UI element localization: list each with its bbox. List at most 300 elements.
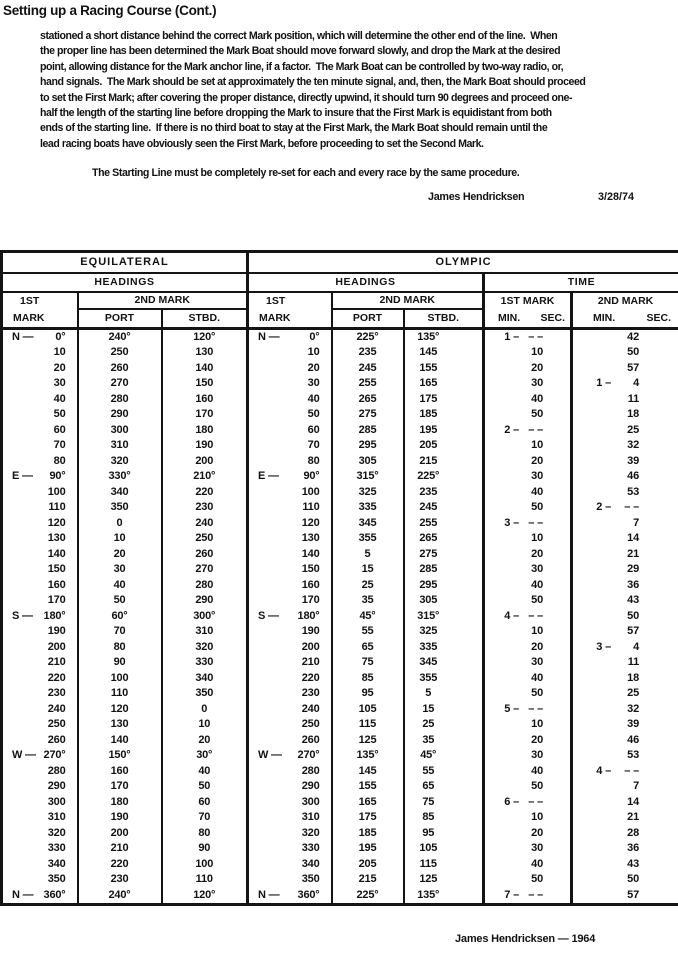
degrees-value: 60 [307, 423, 320, 436]
minutes-value [573, 345, 611, 361]
eq-port-cell: 190 [78, 810, 162, 826]
minutes-value [573, 578, 611, 594]
eq-stbd-cell: 40 [162, 764, 248, 780]
time-second-mark-cell [572, 779, 678, 795]
seconds-value: 50 [531, 594, 543, 606]
time-second-mark-cell [572, 407, 678, 423]
time-cell-content [485, 593, 570, 609]
mark-cell-content [3, 531, 77, 547]
col-header-eq-first-mark [2, 292, 78, 329]
degrees-value: 330 [47, 842, 66, 854]
seconds-value: 36 [627, 842, 639, 854]
time-cell-content [573, 826, 678, 842]
eq-stbd-cell: 290 [162, 593, 248, 609]
table-row [2, 562, 678, 578]
ol-port-cell: 85 [332, 671, 404, 687]
time-cell-content [573, 547, 678, 563]
eq-port-cell: 70 [78, 624, 162, 640]
col-header-second-mark: 2ND MARK [597, 294, 654, 307]
table-row [2, 841, 678, 857]
time-second-mark-cell [572, 531, 678, 547]
minutes-value [485, 345, 519, 361]
time-cell-content [573, 361, 678, 377]
minutes-value [573, 717, 611, 733]
mark-cell-content [3, 345, 77, 361]
eq-port-cell: 250 [78, 345, 162, 361]
mark-cell-content [3, 376, 77, 392]
mark-cell [2, 888, 78, 905]
seconds-value: 40 [531, 578, 543, 591]
degrees-value: 320 [47, 826, 66, 839]
seconds-value: 10 [531, 532, 543, 544]
minutes-value [485, 407, 519, 423]
mark-cell-content [3, 671, 77, 687]
time-cell-content [485, 826, 570, 842]
mark-cell [2, 764, 78, 780]
time-second-mark-cell [572, 578, 678, 594]
eq-stbd-cell: 100 [162, 857, 248, 873]
mark-cell-content [3, 407, 77, 423]
time-first-mark-cell [484, 376, 572, 392]
mark-cell-content [249, 624, 331, 640]
ol-port-cell: 95 [332, 686, 404, 702]
ol-port-cell: 75 [332, 655, 404, 671]
time-cell-content [573, 578, 678, 594]
seconds-value: 20 [531, 826, 543, 839]
mark-cell [248, 469, 332, 485]
col-header-port: PORT [332, 309, 404, 328]
degrees-value: 130 [301, 532, 320, 544]
mark-cell-content [249, 826, 331, 842]
time-cell-content [573, 764, 678, 780]
time-cell-content [485, 609, 570, 625]
eq-port-cell: 50 [78, 593, 162, 609]
mark-cell [2, 655, 78, 671]
time-cell-content [573, 857, 678, 873]
time-cell-content [485, 810, 570, 826]
minutes-value [485, 562, 519, 578]
table-row [2, 655, 678, 671]
mark-cell-content [3, 547, 77, 563]
mark-cell [2, 578, 78, 594]
minutes-value [573, 655, 611, 671]
eq-stbd-cell: 300° [162, 609, 248, 625]
mark-cell [2, 810, 78, 826]
degrees-value: 50 [53, 408, 66, 420]
degrees-value: 330 [301, 842, 320, 854]
degrees-value: 180° [297, 609, 320, 622]
time-cell-content [573, 500, 678, 516]
mark-cell-content [249, 717, 331, 733]
time-first-mark-cell [484, 655, 572, 671]
ol-stbd-cell: 105 [404, 841, 484, 857]
time-cell-content [573, 562, 678, 578]
time-cell-content [485, 655, 570, 671]
degrees-value: 60 [53, 423, 66, 436]
paragraph-line: hand signals. The Mark should be set at approximately the ten minute signal, and, then, the Mark Boat should proceed [40, 76, 586, 89]
minutes-value [485, 826, 519, 842]
seconds-value: 14 [627, 795, 639, 808]
mark-cell-content [249, 810, 331, 826]
time-cell-content [573, 624, 678, 640]
degrees-value: 140 [301, 547, 320, 560]
ol-port-cell: 275 [332, 407, 404, 423]
minutes-value [573, 841, 611, 857]
compass-letter: W — [258, 749, 282, 761]
mark-cell-content [249, 361, 331, 377]
subheader-time: TIME [484, 273, 678, 292]
mark-cell-content [3, 392, 77, 408]
table-row [2, 578, 678, 594]
seconds-value: 20 [531, 733, 543, 746]
seconds-value: 46 [627, 470, 639, 482]
eq-stbd-cell: 150 [162, 376, 248, 392]
ol-stbd-cell: 195 [404, 423, 484, 439]
mark-cell-content [249, 748, 331, 764]
degrees-value: 170 [301, 594, 320, 606]
mark-cell [248, 748, 332, 764]
eq-port-cell: 350 [78, 500, 162, 516]
mark-cell-content [3, 438, 77, 454]
mark-cell-content [249, 392, 331, 408]
mark-cell-content [3, 717, 77, 733]
minutes-value [573, 361, 611, 377]
mark-cell [248, 655, 332, 671]
paragraph-line: the proper line has been determined the Mark Boat should move forward slowly, and drop the Mark at the desired [40, 45, 561, 58]
time-cell-content [485, 872, 570, 888]
table-row [2, 454, 678, 470]
time-cell-content [485, 717, 570, 733]
mark-cell [248, 361, 332, 377]
col-header-ol-first-mark [248, 292, 332, 329]
ol-stbd-cell: 85 [404, 810, 484, 826]
starting-line-note: The Starting Line must be completely re-set for each and every race by the same procedure. [92, 167, 520, 179]
degrees-value: 310 [301, 811, 320, 823]
table-row [2, 516, 678, 532]
seconds-value: 20 [531, 454, 543, 467]
mark-cell [2, 748, 78, 764]
eq-port-cell: 330° [78, 469, 162, 485]
time-second-mark-cell [572, 764, 678, 780]
seconds-value: 32 [627, 702, 639, 715]
time-cell-content [573, 733, 678, 749]
table-row [2, 872, 678, 888]
eq-stbd-cell: 250 [162, 531, 248, 547]
seconds-value: 10 [531, 439, 543, 451]
eq-stbd-cell: 220 [162, 485, 248, 501]
time-first-mark-cell [484, 485, 572, 501]
ol-stbd-cell: 295 [404, 578, 484, 594]
mark-cell [248, 795, 332, 811]
ol-port-cell: 295 [332, 438, 404, 454]
eq-stbd-cell: 50 [162, 779, 248, 795]
degrees-value: 70 [53, 439, 66, 451]
seconds-value: 20 [531, 640, 543, 653]
eq-stbd-cell: 110 [162, 872, 248, 888]
mark-cell [2, 392, 78, 408]
time-first-mark-cell [484, 361, 572, 377]
degrees-value: 160 [301, 578, 320, 591]
minutes-value [573, 407, 611, 423]
time-cell-content [485, 624, 570, 640]
degrees-value: 260 [47, 733, 66, 746]
mark-cell [2, 547, 78, 563]
time-cell-content [485, 764, 570, 780]
eq-port-cell: 30 [78, 562, 162, 578]
mark-cell-content [249, 686, 331, 702]
mark-cell-content [249, 454, 331, 470]
eq-stbd-cell: 270 [162, 562, 248, 578]
degrees-value: 150 [301, 563, 320, 575]
ol-port-cell: 285 [332, 423, 404, 439]
degrees-value: 120 [47, 516, 66, 529]
ol-port-cell: 135° [332, 748, 404, 764]
ol-stbd-cell: 215 [404, 454, 484, 470]
mark-cell-content [249, 547, 331, 563]
seconds-value: 20 [531, 547, 543, 560]
table-row [2, 438, 678, 454]
time-first-mark-cell [484, 609, 572, 625]
mark-cell [2, 469, 78, 485]
mark-cell [248, 826, 332, 842]
time-first-mark-cell [484, 469, 572, 485]
compass-letter: N — [12, 888, 34, 901]
ol-port-cell: 45° [332, 609, 404, 625]
ol-port-cell: 215 [332, 872, 404, 888]
degrees-value: 240 [301, 702, 320, 715]
mark-cell [2, 841, 78, 857]
mark-cell-content [249, 469, 331, 485]
mark-cell-content [249, 500, 331, 516]
time-cell-content [573, 531, 678, 547]
mark-cell-content [3, 454, 77, 470]
ol-port-cell: 235 [332, 345, 404, 361]
minutes-value [573, 562, 611, 578]
col-header-min: MIN. [593, 311, 616, 324]
mark-cell-content [249, 733, 331, 749]
seconds-value: 21 [627, 811, 639, 823]
time-second-mark-cell [572, 810, 678, 826]
mark-cell-content [3, 857, 77, 873]
degrees-value: 360° [297, 888, 320, 901]
minutes-value [485, 485, 519, 501]
eq-stbd-cell: 190 [162, 438, 248, 454]
minutes-value [485, 469, 519, 485]
time-first-mark-cell [484, 500, 572, 516]
time-second-mark-cell [572, 438, 678, 454]
time-cell-content [485, 500, 570, 516]
eq-stbd-cell: 320 [162, 640, 248, 656]
eq-port-cell: 110 [78, 686, 162, 702]
mark-cell [2, 516, 78, 532]
minutes-value [485, 857, 519, 873]
ol-stbd-cell: 265 [404, 531, 484, 547]
table-row [2, 547, 678, 563]
eq-stbd-cell: 70 [162, 810, 248, 826]
degrees-value: 200 [301, 640, 320, 653]
time-cell-content [573, 330, 678, 346]
time-cell-content [573, 717, 678, 733]
eq-port-cell: 90 [78, 655, 162, 671]
ol-port-cell: 225° [332, 888, 404, 905]
eq-stbd-cell: 230 [162, 500, 248, 516]
compass-letter: E — [12, 470, 33, 482]
ol-stbd-cell: 305 [404, 593, 484, 609]
eq-port-cell: 100 [78, 671, 162, 687]
time-cell-content [485, 454, 570, 470]
mark-cell [248, 328, 332, 345]
seconds-value: 50 [531, 873, 543, 885]
eq-stbd-cell: 310 [162, 624, 248, 640]
col-header-first-mark: 1ST MARK [500, 294, 555, 307]
seconds-value: 10 [531, 346, 543, 358]
minutes-value [573, 686, 611, 702]
mark-cell [2, 531, 78, 547]
ol-port-cell: 125 [332, 733, 404, 749]
minutes-value: 5 – [504, 702, 519, 715]
eq-stbd-cell: 260 [162, 547, 248, 563]
mark-cell [2, 345, 78, 361]
seconds-value: – – [624, 764, 639, 777]
minutes-value [485, 578, 519, 594]
eq-port-cell: 130 [78, 717, 162, 733]
mark-cell-content [3, 655, 77, 671]
table-row [2, 717, 678, 733]
eq-stbd-cell: 90 [162, 841, 248, 857]
mark-cell [2, 795, 78, 811]
minutes-value [485, 841, 519, 857]
eq-port-cell: 260 [78, 361, 162, 377]
minutes-value [573, 392, 611, 408]
time-cell-content [485, 578, 570, 594]
paragraph-line: to set the First Mark; after covering the proper distance, directly upwind, it should turn 90 degrees and proceed one- [40, 91, 573, 104]
seconds-value: 40 [531, 392, 543, 405]
time-second-mark-cell [572, 454, 678, 470]
ol-port-cell: 185 [332, 826, 404, 842]
eq-stbd-cell: 0 [162, 702, 248, 718]
section-header-equilateral: EQUILATERAL [2, 252, 248, 273]
page-title: Setting up a Racing Course (Cont.) [3, 3, 217, 18]
time-cell-content [573, 640, 678, 656]
subheader-headings-equilateral: HEADINGS [2, 273, 248, 292]
minutes-value [573, 593, 611, 609]
seconds-value: 53 [627, 485, 639, 498]
ol-stbd-cell: 75 [404, 795, 484, 811]
mark-cell-content [249, 872, 331, 888]
time-first-mark-cell [484, 841, 572, 857]
time-cell-content [573, 671, 678, 687]
table-row [2, 609, 678, 625]
mark-cell-content [249, 609, 331, 625]
col-header-first: 1ST [20, 294, 40, 307]
time-cell-content [485, 888, 570, 904]
time-cell-content [485, 841, 570, 857]
compass-letter: E — [258, 470, 279, 482]
mark-cell [2, 376, 78, 392]
minutes-value: 3 – [504, 516, 519, 529]
ol-stbd-cell: 175 [404, 392, 484, 408]
time-first-mark-cell [484, 671, 572, 687]
table-row [2, 392, 678, 408]
ol-stbd-cell: 115 [404, 857, 484, 873]
mark-cell-content [3, 779, 77, 795]
mark-cell-content [249, 857, 331, 873]
body-paragraph [40, 29, 585, 152]
mark-cell-content [249, 376, 331, 392]
ol-stbd-cell: 255 [404, 516, 484, 532]
degrees-value: 10 [53, 346, 66, 358]
mark-cell [248, 764, 332, 780]
minutes-value [573, 330, 611, 346]
degrees-value: 340 [47, 857, 66, 870]
time-first-mark-cell [484, 345, 572, 361]
seconds-value: 40 [531, 857, 543, 870]
table-row [2, 686, 678, 702]
time-cell-content [485, 779, 570, 795]
mark-cell-content [3, 888, 77, 904]
minutes-value [573, 609, 611, 625]
seconds-value: 43 [627, 594, 639, 606]
mark-cell [248, 438, 332, 454]
time-second-mark-cell [572, 671, 678, 687]
minutes-value [573, 454, 611, 470]
time-first-mark-cell [484, 516, 572, 532]
ol-stbd-cell: 185 [404, 407, 484, 423]
degrees-value: 220 [47, 671, 66, 684]
minutes-value: 2 – [504, 423, 519, 436]
minutes-value [485, 764, 519, 780]
time-cell-content [485, 562, 570, 578]
time-cell-content [573, 686, 678, 702]
time-second-mark-cell [572, 423, 678, 439]
col-header-sec: SEC. [540, 311, 565, 324]
ol-port-cell: 105 [332, 702, 404, 718]
mark-cell [248, 547, 332, 563]
mark-cell [2, 872, 78, 888]
eq-port-cell: 270 [78, 376, 162, 392]
seconds-value: 21 [627, 547, 639, 560]
compass-letter: N — [258, 330, 280, 343]
ol-port-cell: 225° [332, 328, 404, 345]
seconds-value: 50 [627, 609, 639, 622]
seconds-value: 40 [531, 485, 543, 498]
ol-port-cell: 115 [332, 717, 404, 733]
time-cell-content [573, 872, 678, 888]
degrees-value: 270° [297, 749, 320, 761]
minutes-value [485, 454, 519, 470]
mark-cell-content [3, 795, 77, 811]
col-header-eq-second-mark: 2ND MARK [78, 292, 248, 309]
minutes-value [485, 717, 519, 733]
seconds-value: 28 [627, 826, 639, 839]
eq-port-cell: 0 [78, 516, 162, 532]
ol-port-cell: 195 [332, 841, 404, 857]
col-header-ol-second-mark: 2ND MARK [332, 292, 484, 309]
time-second-mark-cell [572, 841, 678, 857]
minutes-value [573, 423, 611, 439]
mark-cell [2, 361, 78, 377]
seconds-value: 10 [531, 625, 543, 637]
eq-port-cell: 180 [78, 795, 162, 811]
degrees-value: 350 [301, 873, 320, 885]
degrees-value: 20 [307, 361, 320, 374]
degrees-value: 200 [47, 640, 66, 653]
ol-stbd-cell: 95 [404, 826, 484, 842]
time-second-mark-cell [572, 624, 678, 640]
compass-letter: S — [258, 609, 279, 622]
eq-stbd-cell: 180 [162, 423, 248, 439]
eq-port-cell: 120 [78, 702, 162, 718]
